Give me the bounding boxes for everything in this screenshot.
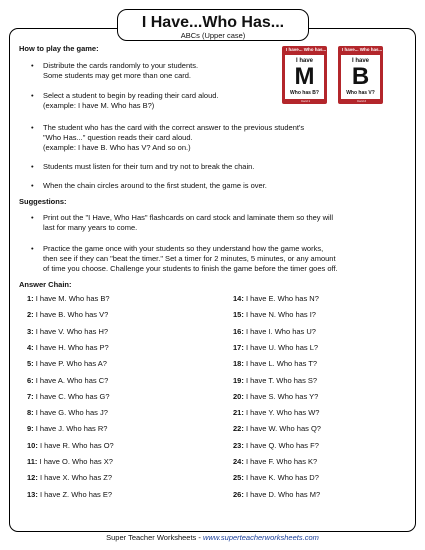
answer-row: [27, 392, 110, 401]
bullet-icon: •: [31, 181, 34, 190]
answer-number: 20:: [233, 391, 244, 401]
footer-link[interactable]: www.superteacherworksheets.com: [202, 533, 319, 542]
answer-row: [233, 310, 316, 319]
answer-number: 25:: [233, 473, 244, 483]
how-item: • Distribute the cards randomly to your students. Some students may get more than one card.: [31, 61, 199, 80]
bullet-icon: •: [31, 213, 34, 222]
answer-text: I have H. Who has P?: [35, 342, 109, 352]
answer-number: 12:: [27, 473, 38, 483]
answer-row: [233, 441, 319, 450]
title-box: [117, 9, 309, 41]
answer-number: 21:: [233, 408, 244, 418]
answer-number: 11:: [27, 457, 38, 466]
answer-text: I have L. Who has T?: [245, 359, 318, 369]
answer-text: I have T. Who has S?: [245, 375, 318, 385]
page-subtitle: ABCs (Upper case): [180, 31, 246, 40]
bullet-icon: •: [31, 162, 34, 171]
card-letter: M: [294, 63, 315, 90]
answer-number: 13:: [27, 489, 38, 499]
answer-text: I have P. Who has A?: [35, 359, 107, 369]
answer-row: [233, 392, 318, 401]
answer-row: [27, 310, 108, 319]
how-item: • Select a student to begin by reading their card aloud. (example: I have M. Who has B?): [31, 91, 219, 110]
answer-text: I have V. Who has H?: [35, 326, 109, 336]
bullet-icon: •: [31, 123, 34, 132]
answer-number: 7:: [27, 391, 34, 401]
answer-chain-heading: Answer Chain:: [19, 280, 72, 289]
answer-number: 4:: [27, 342, 34, 352]
sample-card-m: I have... Who has... I have M Who has B? Card 1: [282, 46, 327, 104]
how-item: • The student who has the card with the correct answer to the previous student's "Who Has..." question reads their card aloud. (example: I have B. Who has V? And so on.): [31, 123, 305, 152]
how-item: • When the chain circles around to the first student, the game is over.: [31, 181, 267, 190]
answer-text: I have K. Who has D?: [245, 473, 319, 483]
answer-text: I have M. Who has B?: [35, 294, 110, 303]
answer-text: I have X. Who has Z?: [39, 473, 113, 483]
answer-row: [233, 473, 319, 482]
bullet-icon: •: [31, 91, 34, 100]
answer-text: I have I. Who has U?: [245, 326, 316, 336]
how-item: • Students must listen for their turn and try not to break the chain.: [31, 162, 255, 171]
bullet-icon: •: [31, 61, 34, 70]
answer-number: 5:: [27, 359, 34, 369]
answer-text: I have F. Who has K?: [245, 457, 318, 466]
answer-row: [233, 294, 319, 303]
answer-row: [27, 424, 107, 433]
answer-number: 23:: [233, 440, 244, 450]
bullet-icon: •: [31, 244, 34, 253]
answer-row: [233, 490, 320, 499]
answer-number: 16:: [233, 326, 244, 336]
answer-row: [27, 327, 108, 336]
answer-number: 18:: [233, 359, 244, 369]
answer-number: 15:: [233, 310, 244, 320]
answer-text: I have E. Who has N?: [245, 294, 319, 303]
answer-text: I have Z. Who has E?: [39, 489, 113, 499]
answer-number: 17:: [233, 342, 244, 352]
answer-row: [27, 359, 107, 368]
answer-number: 6:: [27, 375, 34, 385]
answer-row: [27, 376, 108, 385]
card-letter: B: [351, 63, 370, 90]
answer-row: [27, 343, 109, 352]
answer-text: I have N. Who has I?: [245, 310, 316, 320]
answer-text: I have D. Who has M?: [245, 489, 321, 499]
answer-number: 19:: [233, 375, 244, 385]
answer-row: [233, 424, 321, 433]
page-title: I Have...Who Has...: [141, 14, 285, 31]
answer-number: 9:: [27, 424, 34, 434]
suggestions-heading: Suggestions:: [19, 197, 67, 206]
answer-row: [27, 457, 113, 466]
answer-text: I have S. Who has Y?: [245, 391, 319, 401]
answer-row: [27, 408, 108, 417]
answer-row: [27, 473, 112, 482]
answer-number: 1:: [27, 294, 34, 303]
answer-text: I have Y. Who has W?: [245, 408, 320, 418]
answer-row: [233, 343, 318, 352]
answer-row: [233, 457, 317, 466]
card-face: I have M Who has B?: [285, 55, 324, 99]
answer-text: I have R. Who has O?: [39, 440, 114, 450]
answer-text: I have J. Who has R?: [35, 424, 108, 434]
answer-row: [233, 408, 319, 417]
footer: Super Teacher Worksheets - www.superteacherworksheets.com: [106, 533, 319, 542]
answer-text: I have G. Who has J?: [35, 408, 108, 418]
answer-row: [27, 294, 110, 303]
suggestion-item: • Print out the "I Have, Who Has" flashcards on card stock and laminate them so they will last for many years to come.: [31, 213, 334, 232]
sample-card-b: I have... Who has... I have B Who has V? Card 2: [338, 46, 383, 104]
card-face: I have B Who has V?: [341, 55, 380, 99]
answer-number: 10:: [27, 440, 38, 450]
answer-row: [233, 327, 316, 336]
answer-number: 26:: [233, 489, 244, 499]
answer-number: 2:: [27, 310, 34, 320]
answer-number: 22:: [233, 424, 244, 434]
answer-row: [27, 490, 112, 499]
answer-text: I have A. Who has C?: [35, 375, 109, 385]
answer-number: 8:: [27, 408, 34, 418]
answer-text: I have O. Who has X?: [39, 457, 113, 466]
answer-text: I have W. Who has Q?: [245, 424, 321, 434]
answer-row: [27, 441, 114, 450]
answer-text: I have B. Who has V?: [35, 310, 109, 320]
answer-number: 14:: [233, 294, 244, 303]
suggestion-item: • Practice the game once with your students so they understand how the game works, then see if they can "beat the timer." Set a timer for 2 minutes, 5 minutes, or any amount of time you choose. Challenge your students to finish the game before the timer goes off.: [31, 244, 338, 273]
answer-number: 3:: [27, 326, 34, 336]
answer-text: I have U. Who has L?: [245, 342, 319, 352]
answer-row: [233, 359, 317, 368]
answer-row: [233, 376, 317, 385]
answer-text: I have Q. Who has F?: [245, 440, 319, 450]
answer-number: 24:: [233, 457, 244, 466]
how-to-play-heading: How to play the game:: [19, 44, 99, 53]
answer-text: I have C. Who has G?: [35, 391, 110, 401]
